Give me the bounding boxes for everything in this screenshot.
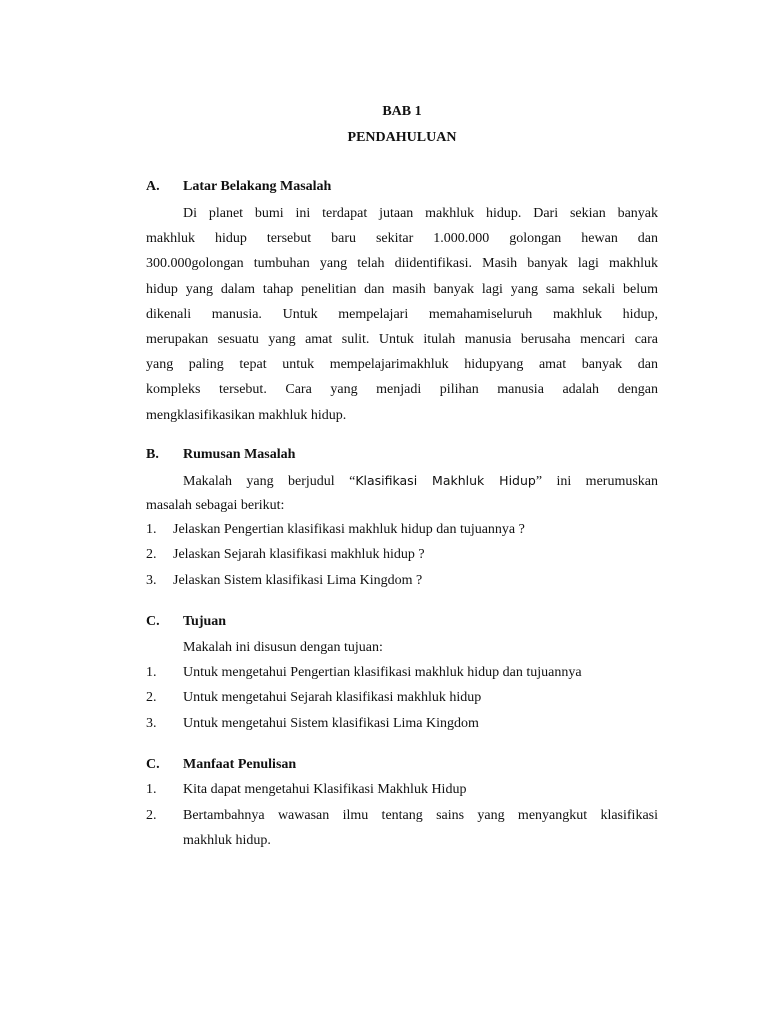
section-b-title: Rumusan Masalah: [183, 447, 296, 462]
section-a-letter: A.: [146, 179, 160, 194]
list-text: Jelaskan Pengertian klasifikasi makhluk hidup dan tujuannya ?: [173, 522, 525, 537]
chapter-label: BAB 1: [382, 104, 422, 119]
list-item: [146, 665, 582, 681]
section-c-heading: [146, 614, 226, 630]
section-c-intro: Makalah ini disusun dengan tujuan:: [183, 640, 383, 655]
para-line: 300.000golongan tumbuhan yang telah diidentifikasi. Masih banyak lagi makhluk: [146, 256, 658, 272]
list-item: [146, 803, 658, 853]
para-line: kompleks tersebut. Cara yang menjadi pilihan manusia adalah dengan: [146, 382, 658, 398]
para-line: yang paling tepat untuk mempelajarimakhluk hidupyang amat banyak dan: [146, 357, 658, 373]
list-text: Untuk mengetahui Sistem klasifikasi Lima Kingdom: [183, 716, 479, 731]
list-number: 2.: [146, 808, 157, 823]
section-b-heading: [146, 447, 295, 463]
section-d-letter: C.: [146, 757, 160, 772]
list-item: [146, 690, 481, 706]
list-number: 1.: [146, 782, 157, 797]
para-line: Di planet bumi ini terdapat jutaan makhluk hidup. Dari sekian banyak: [183, 206, 658, 221]
list-text: Kita dapat mengetahui Klasifikasi Makhluk Hidup: [183, 782, 467, 797]
para-line: hidup yang dalam tahap penelitian dan masih banyak lagi yang sama sekali belum: [146, 281, 658, 297]
para-line: merupakan sesuatu yang amat sulit. Untuk itulah manusia berusaha mencari cara: [146, 331, 658, 347]
intro-line: [146, 468, 658, 493]
list-item: [146, 716, 479, 732]
section-b-letter: B.: [146, 447, 159, 462]
list-number: 1.: [146, 522, 157, 537]
chapter-title: PENDAHULUAN: [347, 130, 457, 145]
section-c-letter: C.: [146, 614, 160, 629]
section-d-title: Manfaat Penulisan: [183, 757, 297, 772]
list-number: 3.: [146, 716, 157, 731]
intro-post: ” ini merumuskan: [535, 474, 659, 489]
intro-line: masalah sebagai berikut:: [146, 498, 285, 514]
para-line: makhluk hidup tersebut baru sekitar 1.000.000 golongan hewan dan: [146, 231, 658, 247]
list-item: [146, 573, 422, 589]
list-item: [146, 547, 425, 563]
intro-pre: Makalah yang berjudul “: [183, 474, 356, 489]
quoted-title: Klasifikasi Makhluk Hidup: [355, 473, 536, 488]
list-number: 1.: [146, 665, 157, 680]
list-text: Jelaskan Sejarah klasifikasi makhluk hidup ?: [173, 547, 425, 562]
para-line: mengklasifikasikan makhluk hidup.: [146, 407, 347, 423]
section-c-title: Tujuan: [183, 614, 227, 629]
list-text: Untuk mengetahui Pengertian klasifikasi makhluk hidup dan tujuannya: [183, 665, 582, 680]
section-a-paragraph: [146, 201, 658, 428]
section-d-heading: [146, 757, 296, 773]
list-text: Untuk mengetahui Sejarah klasifikasi makhluk hidup: [183, 690, 482, 705]
para-line: dikenali manusia. Untuk mempelajari memahamiseluruh makhluk hidup,: [146, 306, 658, 322]
section-b-intro: [146, 468, 658, 518]
list-number: 2.: [146, 690, 157, 705]
list-item: [146, 522, 525, 538]
list-item-line: [146, 803, 658, 828]
list-text: Jelaskan Sistem klasifikasi Lima Kingdom ?: [173, 573, 423, 588]
list-number: 2.: [146, 547, 157, 562]
list-item: [146, 782, 466, 798]
section-a-heading: [146, 179, 331, 195]
list-text: Bertambahnya wawasan ilmu tentang sains yang menyangkut klasifikasi: [183, 808, 658, 823]
section-a-title: Latar Belakang Masalah: [183, 179, 332, 194]
list-number: 3.: [146, 573, 157, 588]
list-item-line: makhluk hidup.: [183, 833, 271, 849]
